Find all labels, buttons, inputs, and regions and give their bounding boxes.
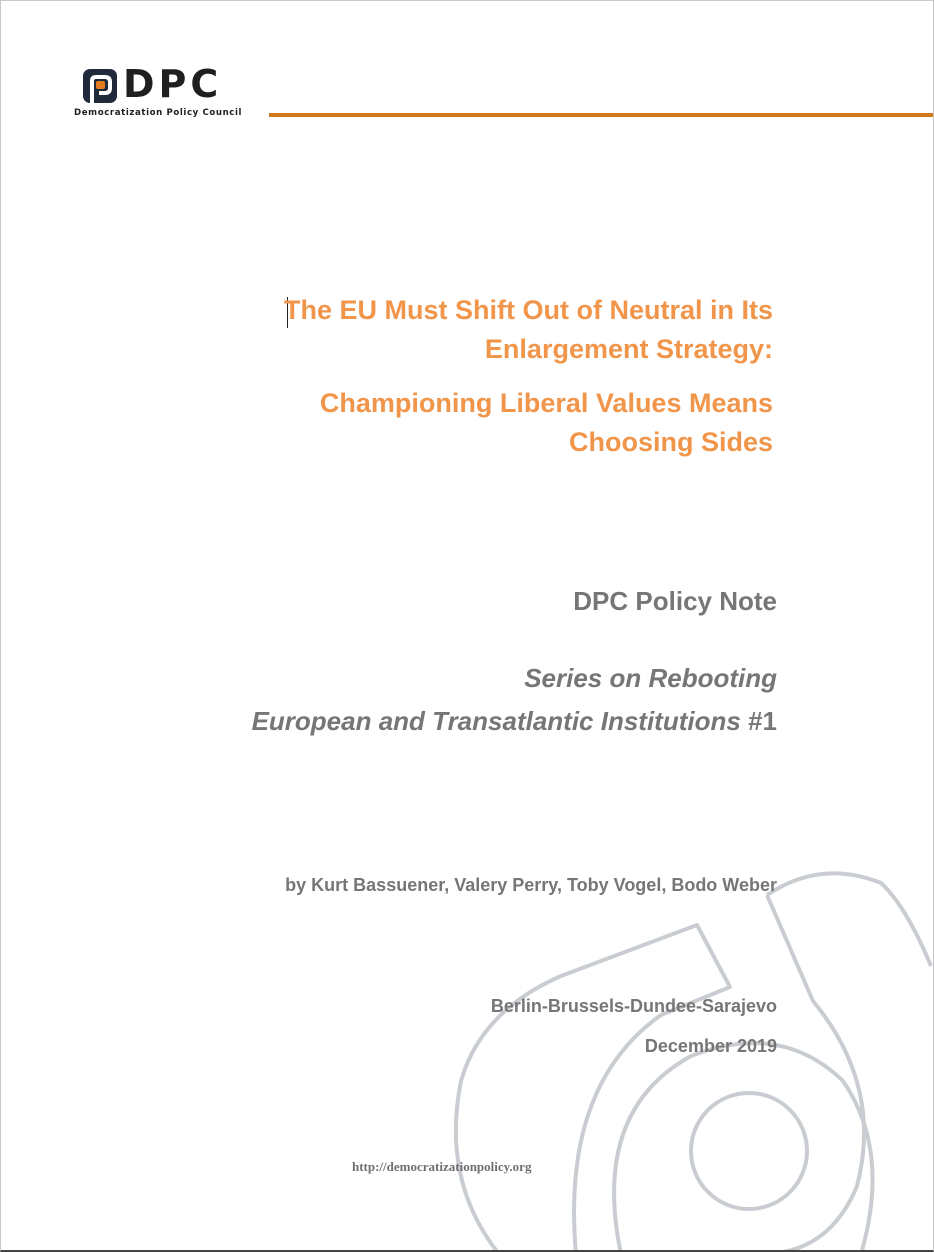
website-url[interactable]: http://democratizationpolicy.org bbox=[352, 1159, 532, 1174]
logo-subtitle: Democratization Policy Council bbox=[74, 108, 243, 118]
dpc-logo-mark-icon bbox=[83, 69, 117, 103]
title-line-1: The EU Must Shift Out of Neutral in Its bbox=[284, 295, 773, 325]
publication-date: December 2019 bbox=[644, 1036, 777, 1056]
logo-wordmark: DPC bbox=[123, 62, 223, 106]
watermark-inner-circle bbox=[691, 1093, 807, 1209]
series-number: #1 bbox=[748, 706, 777, 736]
series-name: European and Transatlantic Institutions bbox=[251, 706, 741, 736]
document-subtitle bbox=[213, 384, 773, 462]
dpc-logo bbox=[73, 62, 243, 123]
header-rule bbox=[269, 113, 934, 117]
watermark-ring bbox=[614, 1043, 872, 1252]
policy-note-label: DPC Policy Note bbox=[573, 586, 777, 616]
dpc-watermark-graphic bbox=[1, 1, 934, 1252]
series-line-2 bbox=[252, 706, 777, 737]
document-title bbox=[213, 291, 773, 369]
subtitle-line-1: Championing Liberal Values Means bbox=[319, 388, 773, 418]
series-line-1: Series on Rebooting bbox=[524, 663, 777, 693]
authors: by Kurt Bassuener, Valery Perry, Toby Vogel, Bodo Weber bbox=[285, 875, 777, 895]
title-line-2: Enlargement Strategy: bbox=[484, 334, 773, 364]
subtitle-line-2: Choosing Sides bbox=[568, 427, 773, 457]
cities: Berlin-Brussels-Dundee-Sarajevo bbox=[490, 996, 777, 1016]
watermark-outer-frame bbox=[456, 925, 730, 1252]
watermark-shapes bbox=[456, 873, 931, 1252]
